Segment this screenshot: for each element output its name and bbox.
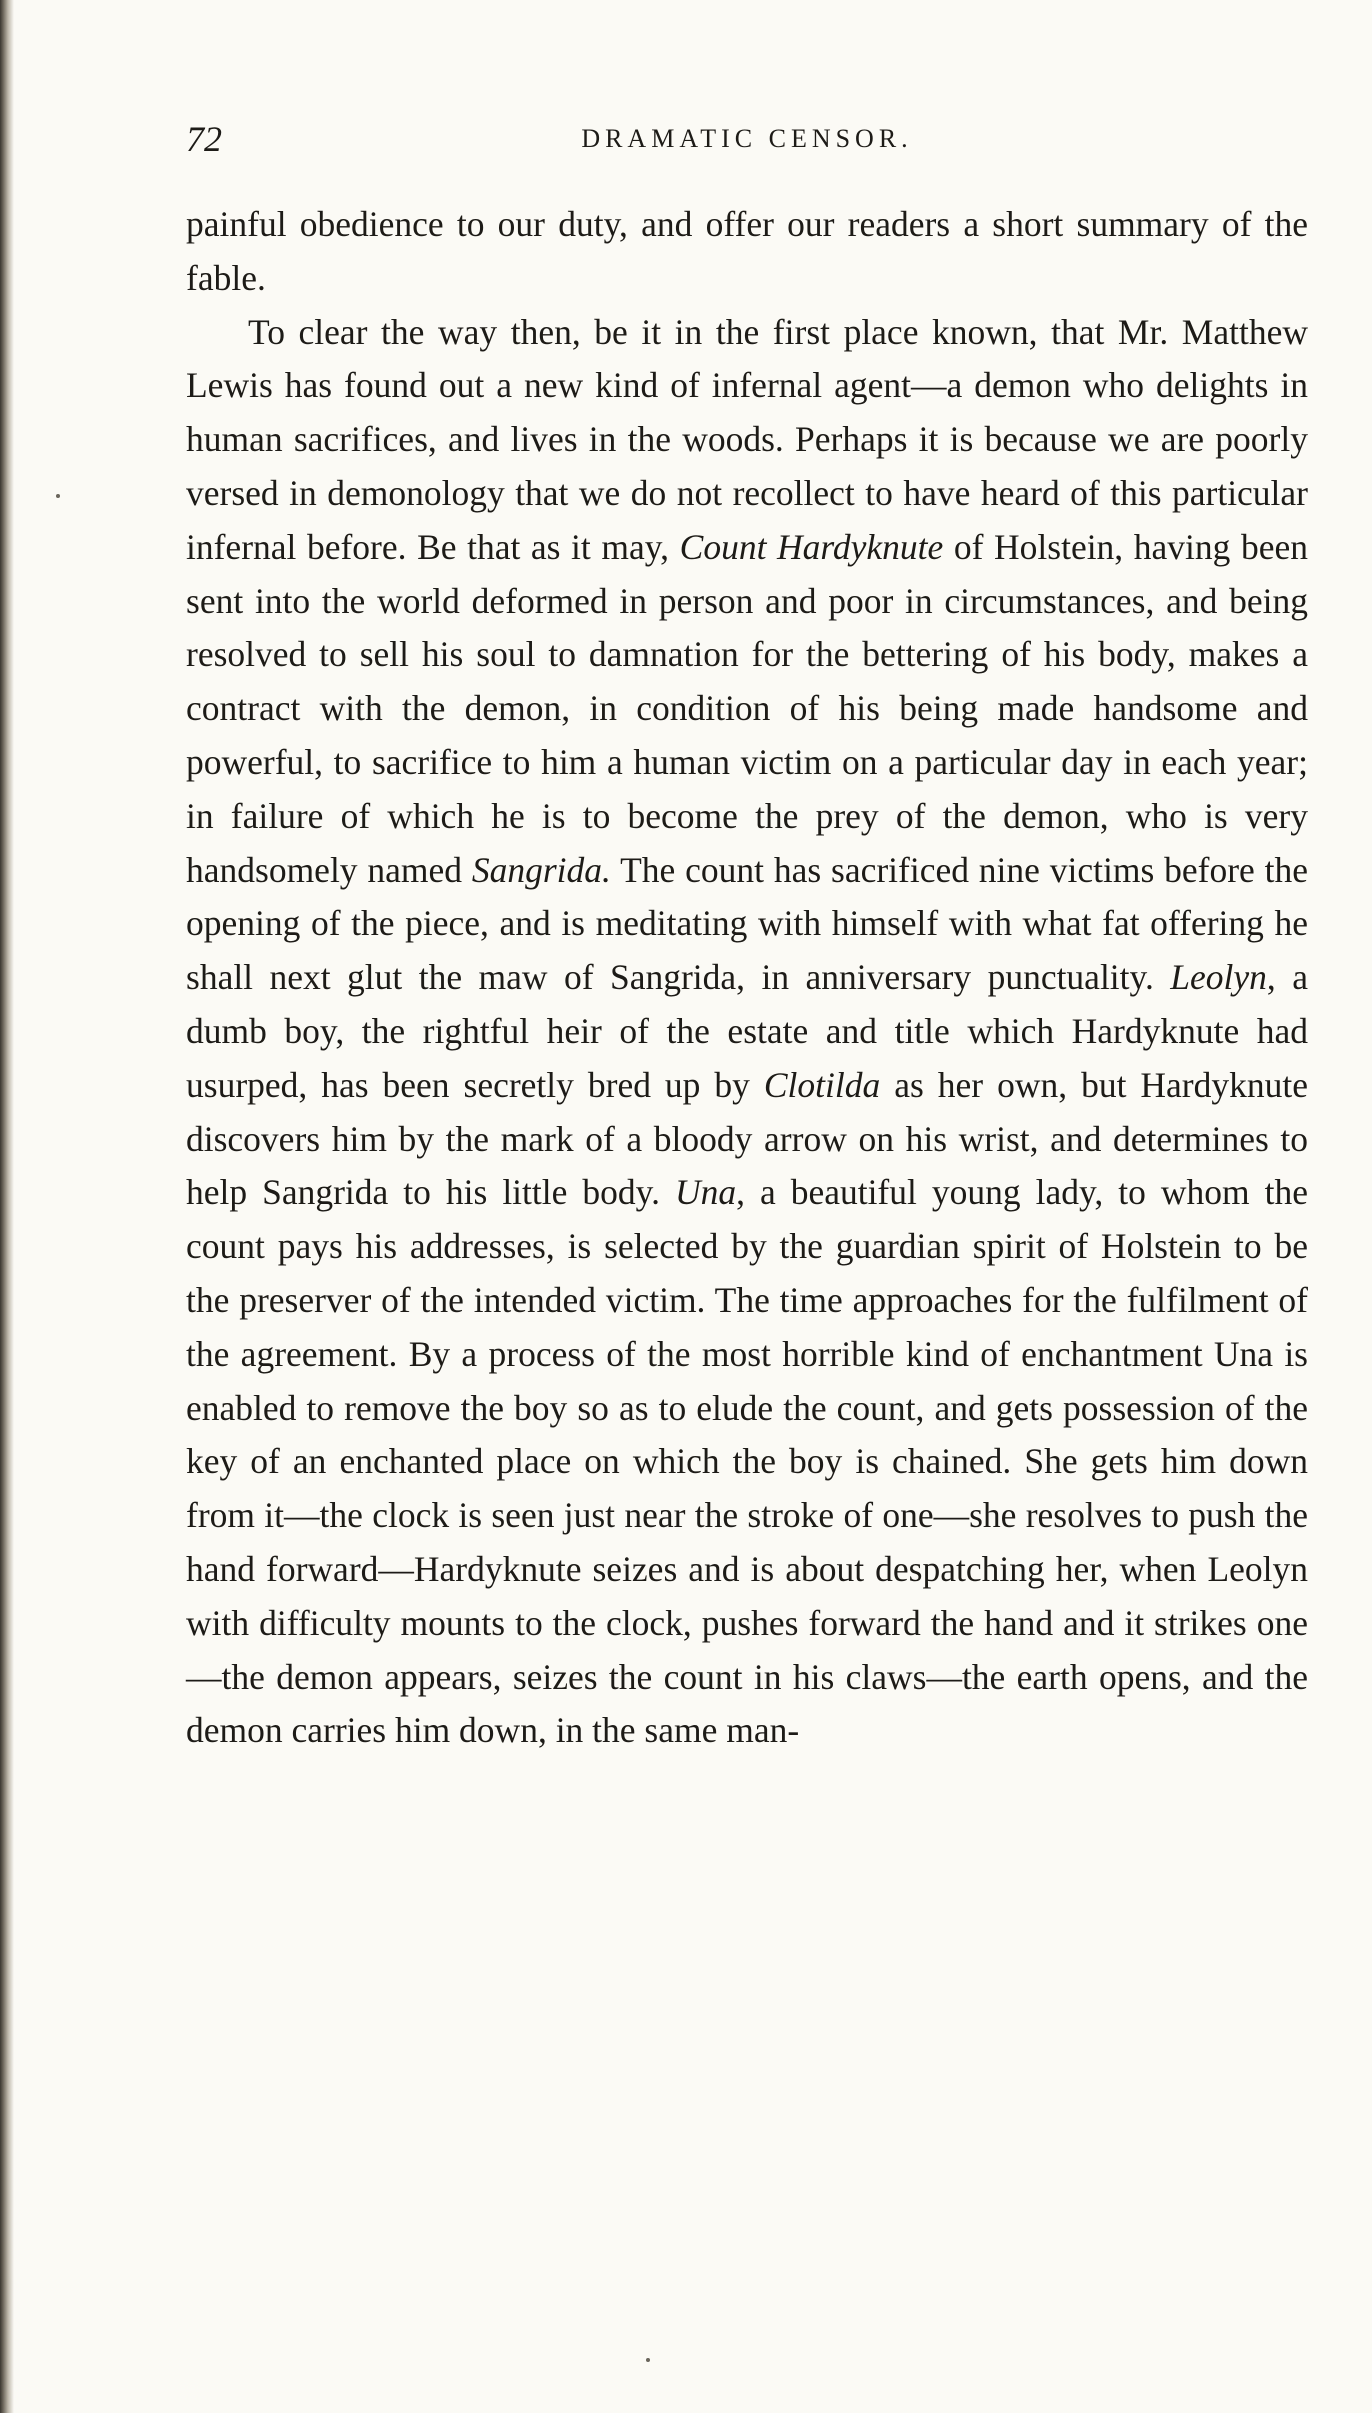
page-number: 72 bbox=[186, 119, 222, 159]
running-title: DRAMATIC CENSOR. bbox=[581, 124, 913, 153]
text-segment: The count has sacrificed nine victims before the opening of the piece, and is meditating with himself with what fat offering he shall next glut the maw of Sangrida, in anniversary punctuality. bbox=[186, 849, 1308, 998]
name-count-hardyknute: Count Hardyknute bbox=[679, 526, 944, 567]
text-segment: as her own, but Hardyknute discovers him by the mark of a bloody arrow on his wrist, and determines to help Sangrida to his little body. bbox=[186, 1064, 1308, 1213]
name-leolyn: Leolyn bbox=[1170, 957, 1267, 998]
page-speck bbox=[646, 2358, 650, 2362]
name-clotilda: Clotilda bbox=[763, 1064, 881, 1105]
text-segment: , a beautiful young lady, to whom the count pays his addresses, is selected by the guardian spirit of Holstein to be the preserver of the intended victim. The time approaches for the fulfilment of the agreement. By a process of the most horrible kind of enchantment Una is enabled to remove the boy so as to elude the count, and gets possession of the key of an enchanted place on which the boy is chained. She gets him down from it—the clock is seen just near the stroke of one—she resolves to push the hand forward—Hardyknute seizes and is about despatching her, when Leolyn with difficulty mounts to the clock, pushes forward the hand and it strikes one—the demon appears, seizes the count in his claws—the earth opens, and the demon carries him down, in the same man- bbox=[186, 1172, 1308, 1751]
text-segment: of Holstein, having been sent into the world deformed in person and poor in circumstances, and being resolved to sell his soul to damnation for the bettering of his body, makes a contract with the demon, in condition of his being made handsome and powerful, to sacrifice to him a human victim on a particular day in each year; in failure of which he is to become the prey of the demon, who is very handsomely named bbox=[186, 526, 1308, 890]
page-header bbox=[186, 118, 1308, 178]
body-text bbox=[186, 198, 1308, 1758]
text-segment: , a dumb boy, the rightful heir of the estate and title which Hardyknute had usurped, has been secretly bred up by bbox=[186, 957, 1308, 1105]
margin-speck bbox=[56, 494, 60, 498]
binding-edge bbox=[0, 0, 14, 2413]
name-una: Una bbox=[674, 1172, 737, 1213]
name-sangrida: Sangrida. bbox=[471, 849, 611, 890]
text-segment: To clear the way then, be it in the first place known, that Mr. Matthew Lewis has found out a new kind of infernal agent—a demon who delights in human sacrifices, and lives in the woods. Perhaps it is because we are poorly versed in demonology that we do not recollect to have heard of this particular infernal before. Be that as it may, bbox=[186, 311, 1308, 567]
paragraph-2 bbox=[186, 306, 1308, 1759]
paragraph-1: painful obedience to our duty, and offer our readers a short summary of the fable. bbox=[186, 204, 1308, 298]
